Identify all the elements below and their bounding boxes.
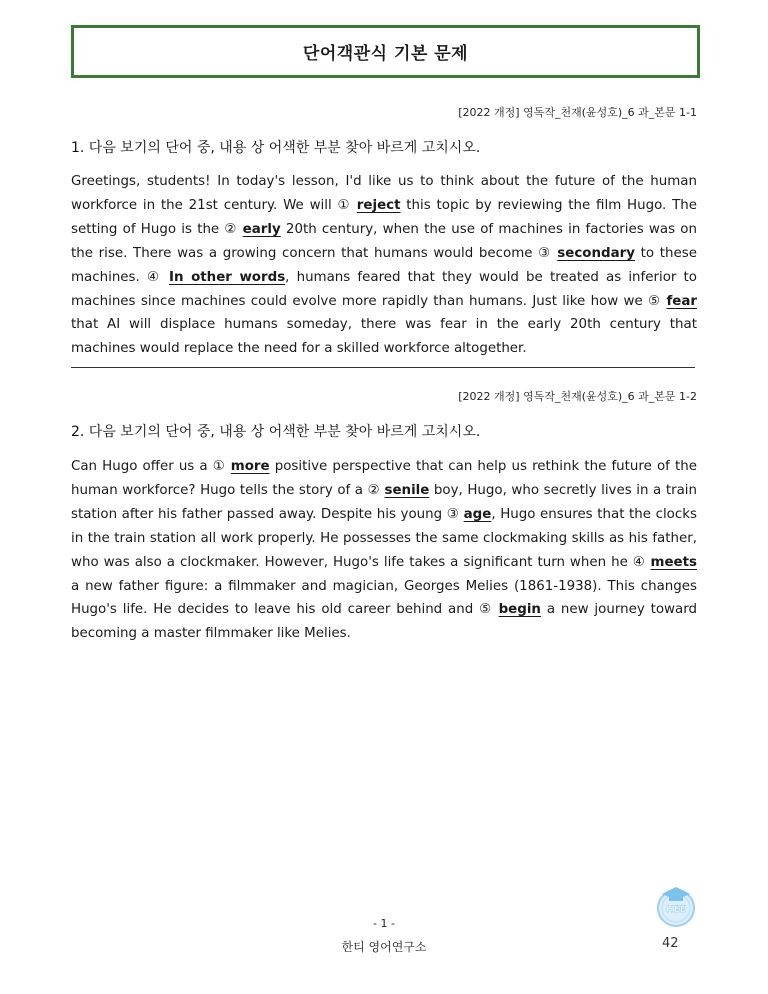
hee-logo-icon <box>652 880 700 928</box>
passage-2 <box>71 455 697 646</box>
choice-word-2: senile <box>384 482 430 498</box>
choice-marker: ⑤ <box>479 602 493 618</box>
choice-marker: ③ <box>446 506 460 522</box>
choice-word-5: begin <box>498 602 541 618</box>
passage-text: a new father figure: a filmmaker and magician, Georges Melies (1861-1938). This changes Hugo's life. He decides to leave his old career behind and <box>71 578 697 618</box>
source-label-2: [2022 개정] 영독작_천재(윤성호)_6 과_본문 1-2 <box>458 390 697 403</box>
choice-marker: ① <box>212 459 226 474</box>
passage-text: , humans feared that they would be treated as inferior to machines since machines could evolve more rapidly than humans. Just like how we <box>71 269 697 309</box>
choice-word-1: reject <box>356 197 401 213</box>
choice-marker: ④ <box>632 554 646 570</box>
choice-marker: ② <box>224 221 238 237</box>
choice-marker: ③ <box>538 245 552 261</box>
choice-word-4: meets <box>650 554 697 570</box>
page-count: 42 <box>662 936 679 951</box>
choice-marker: ① <box>337 197 351 213</box>
passage-text: Can Hugo offer us a <box>71 459 213 474</box>
passage-text: to these machines. <box>71 245 697 285</box>
page-number: - 1 - <box>373 917 395 930</box>
passage-text: positive perspective that can help us rethink the future of the human workforce? Hugo tells the story of a <box>71 459 697 498</box>
question-2: 2. 다음 보기의 단어 중, 내용 상 어색한 부분 찾아 바르게 고치시오. <box>71 424 481 440</box>
choice-word-5: fear <box>666 293 697 309</box>
choice-marker: ⑤ <box>648 293 662 309</box>
logo-text: HEE <box>666 905 686 915</box>
organization-name: 한티 영어연구소 <box>341 940 427 954</box>
choice-word-4: In other words <box>169 269 286 285</box>
passage-1 <box>71 170 697 361</box>
choice-word-1: more <box>230 459 270 474</box>
choice-marker: ④ <box>146 269 162 285</box>
passage-text: a new journey toward becoming a master filmmaker like Melies. <box>71 602 697 642</box>
choice-word-3: age <box>463 506 492 522</box>
passage-text: that AI will displace humans someday, there was fear in the early 20th century that machines would replace the need for a skilled workforce altogether. <box>71 317 697 357</box>
choice-word-3: secondary <box>557 245 635 261</box>
answer-line <box>71 367 695 368</box>
passage-text: 20th century, when the use of machines in factories was on the rise. There was a growing concern that humans would become <box>71 221 697 261</box>
choice-word-2: early <box>242 221 281 237</box>
choice-marker: ② <box>367 482 380 498</box>
question-1: 1. 다음 보기의 단어 중, 내용 상 어색한 부분 찾아 바르게 고치시오. <box>71 140 481 156</box>
passage-text: , Hugo ensures that the clocks in the train station all work properly. He possesses the same clockmaking skills as his father, who was also a clockmaker. However, Hugo's life takes a significant turn when he <box>71 506 697 570</box>
passage-text: Greetings, students! In today's lesson, I'd like us to think about the future of the human workforce in the 21st century. We will <box>71 174 697 213</box>
passage-text: this topic by reviewing the film Hugo. The setting of Hugo is the <box>71 197 697 237</box>
passage-text: boy, Hugo, who secretly lives in a train station after his father passed away. Despite his young <box>71 482 697 522</box>
page-title: 단어객관식 기본 문제 <box>71 25 700 78</box>
source-label-1: [2022 개정] 영독작_천재(윤성호)_6 과_본문 1-1 <box>458 106 697 119</box>
